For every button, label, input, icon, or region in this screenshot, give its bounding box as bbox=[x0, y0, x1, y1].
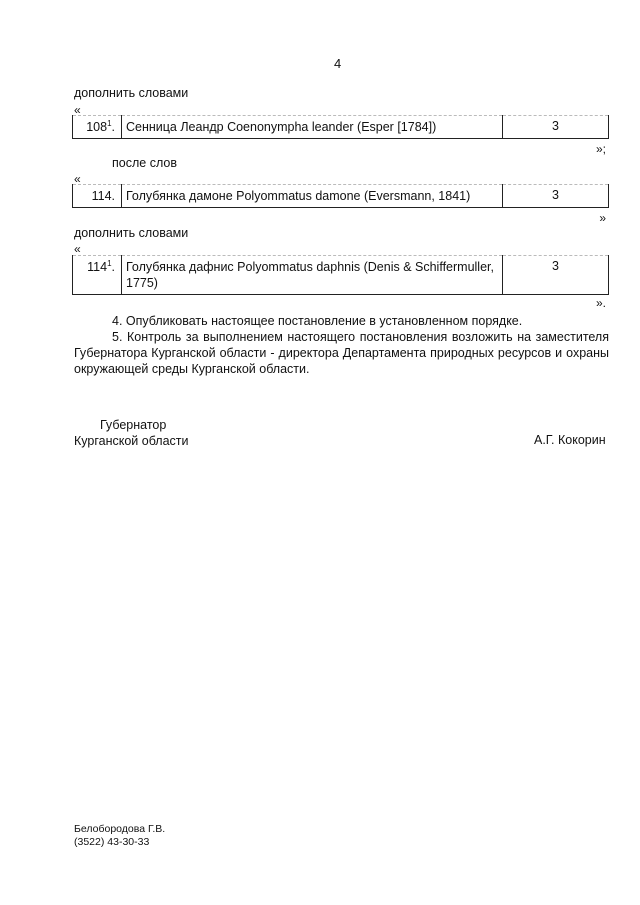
block-2-close-quote: » bbox=[599, 211, 606, 225]
signature-name: А.Г. Кокорин bbox=[534, 433, 606, 447]
block-3-lead: дополнить словами bbox=[74, 226, 189, 240]
footer-author: Белобородова Г.В. bbox=[74, 823, 166, 835]
signature-title-line2: Курганской области bbox=[74, 434, 189, 448]
category-value: 3 bbox=[503, 185, 609, 208]
block-2-open-quote: « bbox=[74, 172, 81, 186]
page-number: 4 bbox=[334, 56, 342, 71]
footer-phone: (3522) 43-30-33 bbox=[74, 836, 150, 848]
species-name: Голубянка дафнис Polyommatus daphnis (Denis & Schiffermuller, 1775) bbox=[122, 256, 503, 295]
species-name: Голубянка дамоне Polyommatus damone (Eversmann, 1841) bbox=[122, 185, 503, 208]
category-value: 3 bbox=[503, 256, 609, 295]
block-1-close-quote: »; bbox=[595, 142, 606, 156]
footer-contact bbox=[74, 823, 165, 849]
block-1-open-quote: « bbox=[74, 103, 81, 117]
table-row bbox=[73, 116, 609, 139]
row-number: 114. bbox=[73, 185, 122, 208]
category-value: 3 bbox=[503, 116, 609, 139]
paragraph-control: 5. Контроль за выполнением настоящего постановления возложить на заместителя Губернатора Курганской области - директора Департамента природных ресурсов и охраны окружающей среды Курганской области. bbox=[74, 330, 609, 376]
block-1-lead: дополнить словами bbox=[74, 86, 189, 100]
block-2-table bbox=[72, 184, 609, 208]
block-3-table bbox=[72, 255, 609, 295]
block-1-table bbox=[72, 115, 609, 139]
table-row bbox=[73, 256, 609, 295]
block-3-close-quote: ». bbox=[595, 296, 606, 310]
paragraph-publish: 4. Опубликовать настоящее постановление в установленном порядке. bbox=[112, 314, 523, 328]
signature-title-line1: Губернатор bbox=[100, 418, 167, 432]
row-number: $108^1$. bbox=[73, 116, 122, 139]
row-number: $114^1$. bbox=[73, 256, 122, 295]
block-3-open-quote: « bbox=[74, 242, 81, 256]
signature-title bbox=[74, 417, 189, 449]
species-name: Сенница Леандр Coenonympha leander (Esper [1784]) bbox=[122, 116, 503, 139]
table-row bbox=[73, 185, 609, 208]
block-2-lead: после слов bbox=[112, 156, 177, 170]
